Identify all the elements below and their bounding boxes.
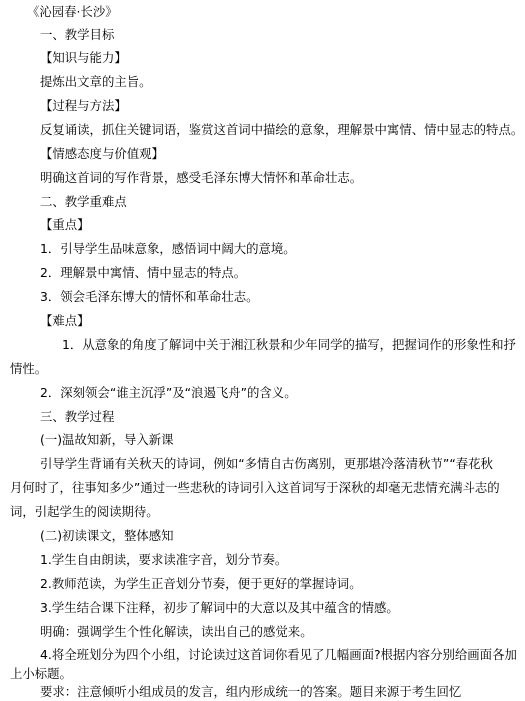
subheading-attitude: 【情感态度与价值观】 bbox=[40, 146, 164, 161]
list-item: 3．领会毛泽东博大的情怀和革命壮志。 bbox=[40, 289, 259, 304]
paragraph-continuation: 月何时了，往事知多少”通过一些悲秋的诗词引入这首词写于深秋的却毫无悲情充满斗志的 bbox=[10, 480, 500, 495]
paragraph: 反复诵读，抓住关键词语，鉴赏这首词中描绘的意象，理解景中寓情、情中显志的特点。 bbox=[40, 122, 524, 137]
list-item: 3.学生结合课下注释，初步了解词中的大意以及其中蕴含的情感。 bbox=[40, 600, 399, 615]
paragraph: 引导学生背诵有关秋天的诗词，例如“多情自古伤离别，更那堪冷落清秋节”“春花秋 bbox=[40, 456, 493, 471]
paragraph: 明确：强调学生个性化解读，读出自己的感觉来。 bbox=[40, 624, 313, 639]
subheading-review: (一)温故知新，导入新课 bbox=[40, 432, 174, 447]
section-heading-objectives: 一、教学目标 bbox=[40, 27, 115, 42]
list-item-continuation: 情性。 bbox=[10, 361, 48, 376]
list-item: 2．深刻领会“谁主沉浮”及“浪遏飞舟”的含义。 bbox=[40, 385, 297, 400]
list-item: 4.将全班划分为四个小组，讨论读过这首词你看见了几幅画面?根据内容分别给画面各加 bbox=[40, 647, 517, 662]
subheading-difficulty: 【难点】 bbox=[40, 313, 90, 328]
list-item: 1．从意象的角度了解词中关于湘江秋景和少年同学的描写，把握词作的形象性和抒 bbox=[62, 337, 516, 352]
subheading-process: 【过程与方法】 bbox=[40, 98, 127, 113]
subheading-first-reading: (二)初读课文，整体感知 bbox=[40, 528, 174, 543]
paragraph-continuation: 词，引起学生的阅读期待。 bbox=[10, 504, 159, 519]
paragraph: 明确这首词的写作背景，感受毛泽东博大情怀和革命壮志。 bbox=[40, 170, 363, 185]
section-heading-process: 三、教学过程 bbox=[40, 409, 115, 424]
section-heading-key-points: 二、教学重难点 bbox=[40, 194, 127, 209]
subheading-focus: 【重点】 bbox=[40, 217, 90, 232]
paragraph: 要求：注意倾听小组成员的发言，组内形成统一的答案。题目来源于考生回忆 bbox=[40, 684, 462, 699]
list-item: 1．引导学生品味意象，感悟词中阔大的意境。 bbox=[40, 241, 296, 256]
paragraph: 提炼出文章的主旨。 bbox=[40, 74, 152, 89]
list-item: 1.学生自由朗读，要求读准字音，划分节奏。 bbox=[40, 552, 288, 567]
document-title: 《沁园春·长沙》 bbox=[27, 4, 118, 19]
list-item-continuation: 上小标题。 bbox=[10, 666, 72, 681]
list-item: 2．理解景中寓情、情中显志的特点。 bbox=[40, 265, 247, 280]
list-item: 2.教师范读，为学生正音划分节奏，便于更好的掌握诗词。 bbox=[40, 576, 362, 591]
subheading-knowledge: 【知识与能力】 bbox=[40, 50, 127, 65]
